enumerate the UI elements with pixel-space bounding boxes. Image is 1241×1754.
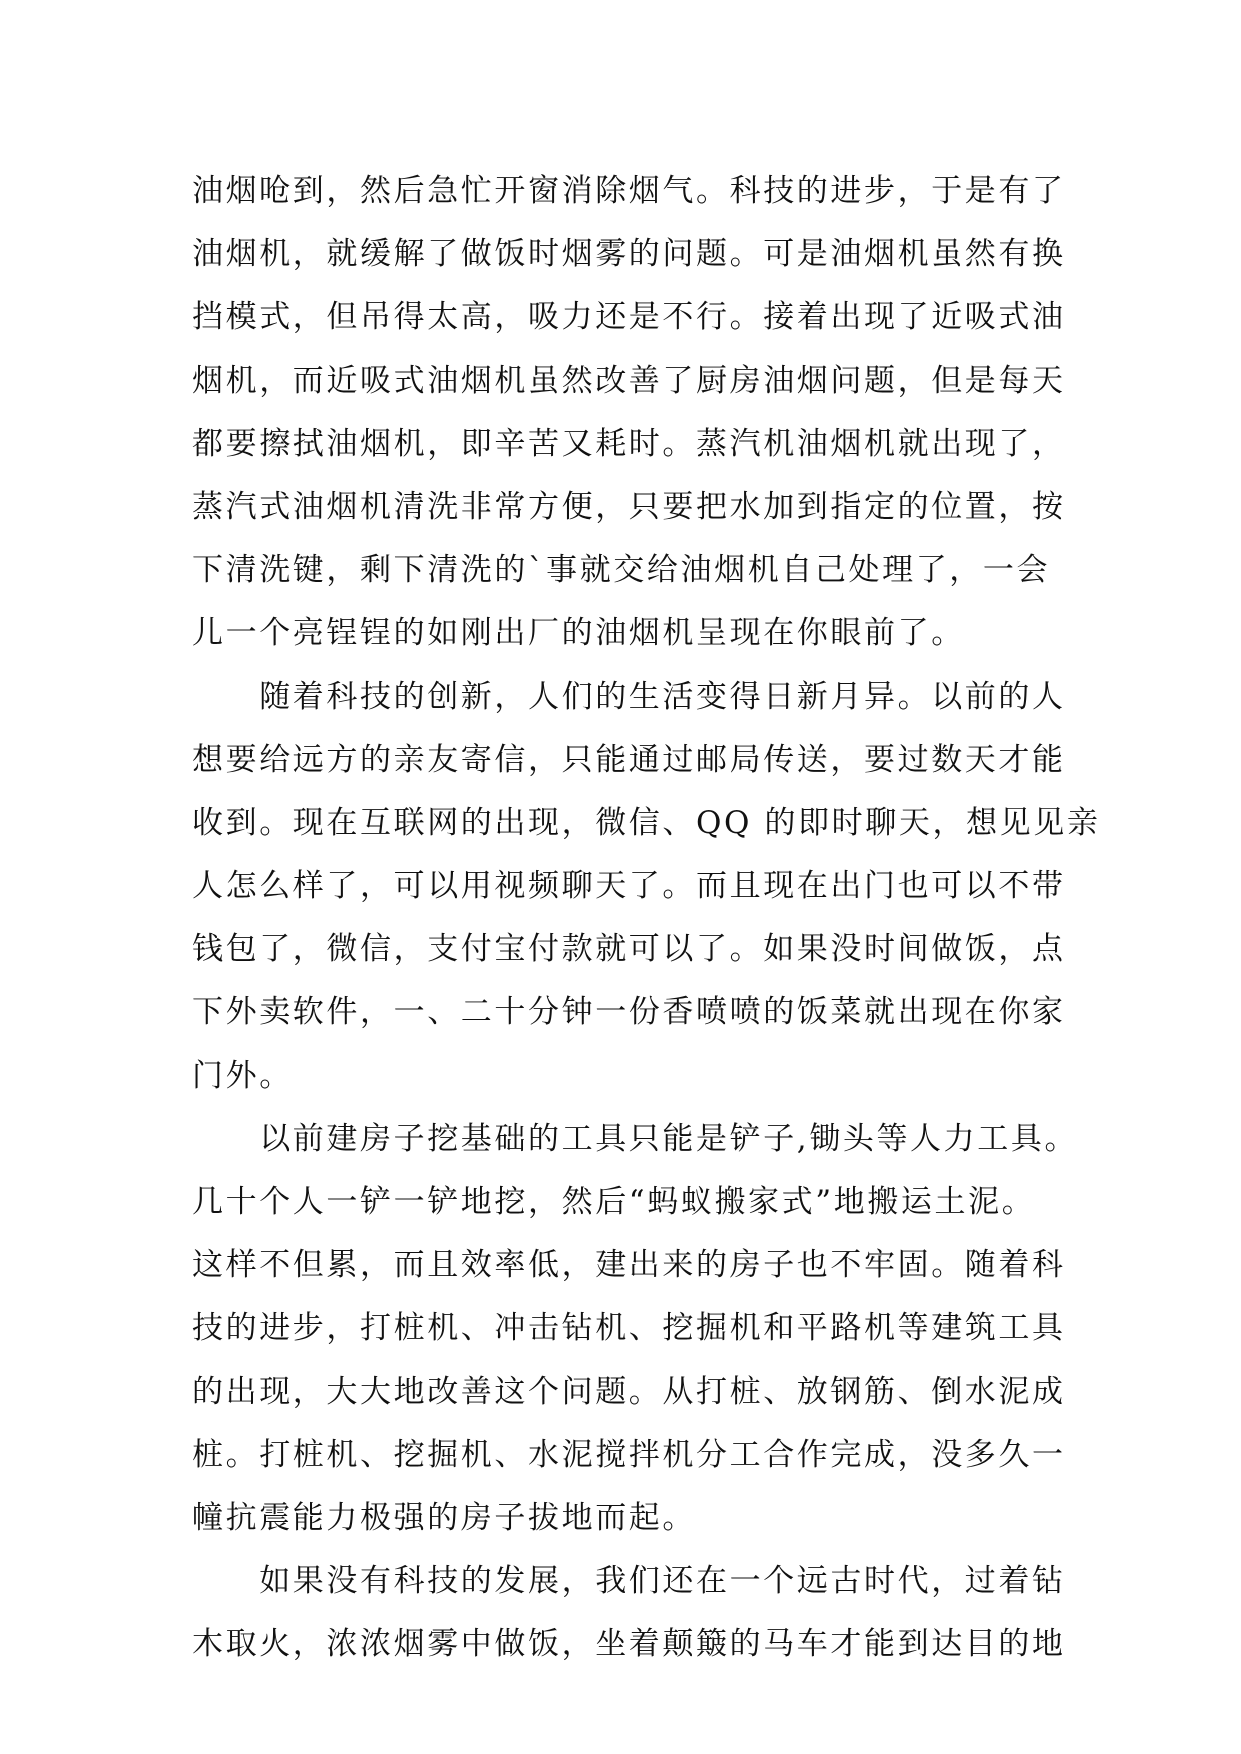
body-text xyxy=(192,160,1101,1677)
text-line: 下清洗键，剩下清洗的`事就交给油烟机自己处理了，一会 xyxy=(192,552,1051,589)
text-line: 如果没有科技的发展，我们还在一个远古时代，过着钻 xyxy=(192,1563,1066,1600)
text-line: 儿一个亮锃锃的如刚出厂的油烟机呈现在你眼前了。 xyxy=(192,615,965,652)
text-line: 想要给远方的亲友寄信，只能通过邮局传送，要过数天才能 xyxy=(192,741,1066,778)
text-line: 几十个人一铲一铲地挖，然后“蚂蚁搬家式”地搬运土泥。 xyxy=(192,1184,1036,1220)
text-line: 随着科技的创新，人们的生活变得日新月异。以前的人 xyxy=(192,678,1066,715)
text-line: 烟机，而近吸式油烟机虽然改善了厨房油烟问题，但是每天 xyxy=(192,362,1066,399)
text-line: 幢抗震能力极强的房子拔地而起。 xyxy=(192,1499,696,1536)
text-line: 这样不但累，而且效率低，建出来的房子也不牢固。随着科 xyxy=(192,1247,1066,1284)
text-line: 收到。现在互联网的出现，微信、QQ 的即时聊天，想见见亲 xyxy=(192,804,1101,841)
text-line: 油烟机，就缓解了做饭时烟雾的问题。可是油烟机虽然有换 xyxy=(192,236,1066,273)
text-line: 门外。 xyxy=(192,1057,293,1094)
text-line: 挡模式，但吊得太高，吸力还是不行。接着出现了近吸式油 xyxy=(192,299,1066,336)
text-line: 的出现，大大地改善这个问题。从打桩、放钢筋、倒水泥成 xyxy=(192,1373,1066,1410)
text-line: 钱包了，微信，支付宝付款就可以了。如果没时间做饭，点 xyxy=(192,931,1066,968)
text-line: 以前建房子挖基础的工具只能是铲子,锄头等人力工具。 xyxy=(192,1120,1079,1157)
text-line: 木取火，浓浓烟雾中做饭，坐着颠簸的马车才能到达目的地 xyxy=(192,1626,1066,1663)
text-line: 人怎么样了，可以用视频聊天了。而且现在出门也可以不带 xyxy=(192,868,1066,905)
text-line: 蒸汽式油烟机清洗非常方便，只要把水加到指定的位置，按 xyxy=(192,488,1066,525)
text-line: 都要擦拭油烟机，即辛苦又耗时。蒸汽机油烟机就出现了， xyxy=(192,425,1066,462)
text-line: 技的进步，打桩机、冲击钻机、挖掘机和平路机等建筑工具 xyxy=(192,1310,1066,1347)
text-line: 油烟呛到，然后急忙开窗消除烟气。科技的进步，于是有了 xyxy=(192,173,1066,209)
text-line: 下外卖软件，一、二十分钟一份香喷喷的饭菜就出现在你家 xyxy=(192,994,1066,1031)
text-line: 桩。打桩机、挖掘机、水泥搅拌机分工合作完成，没多久一 xyxy=(192,1436,1066,1473)
